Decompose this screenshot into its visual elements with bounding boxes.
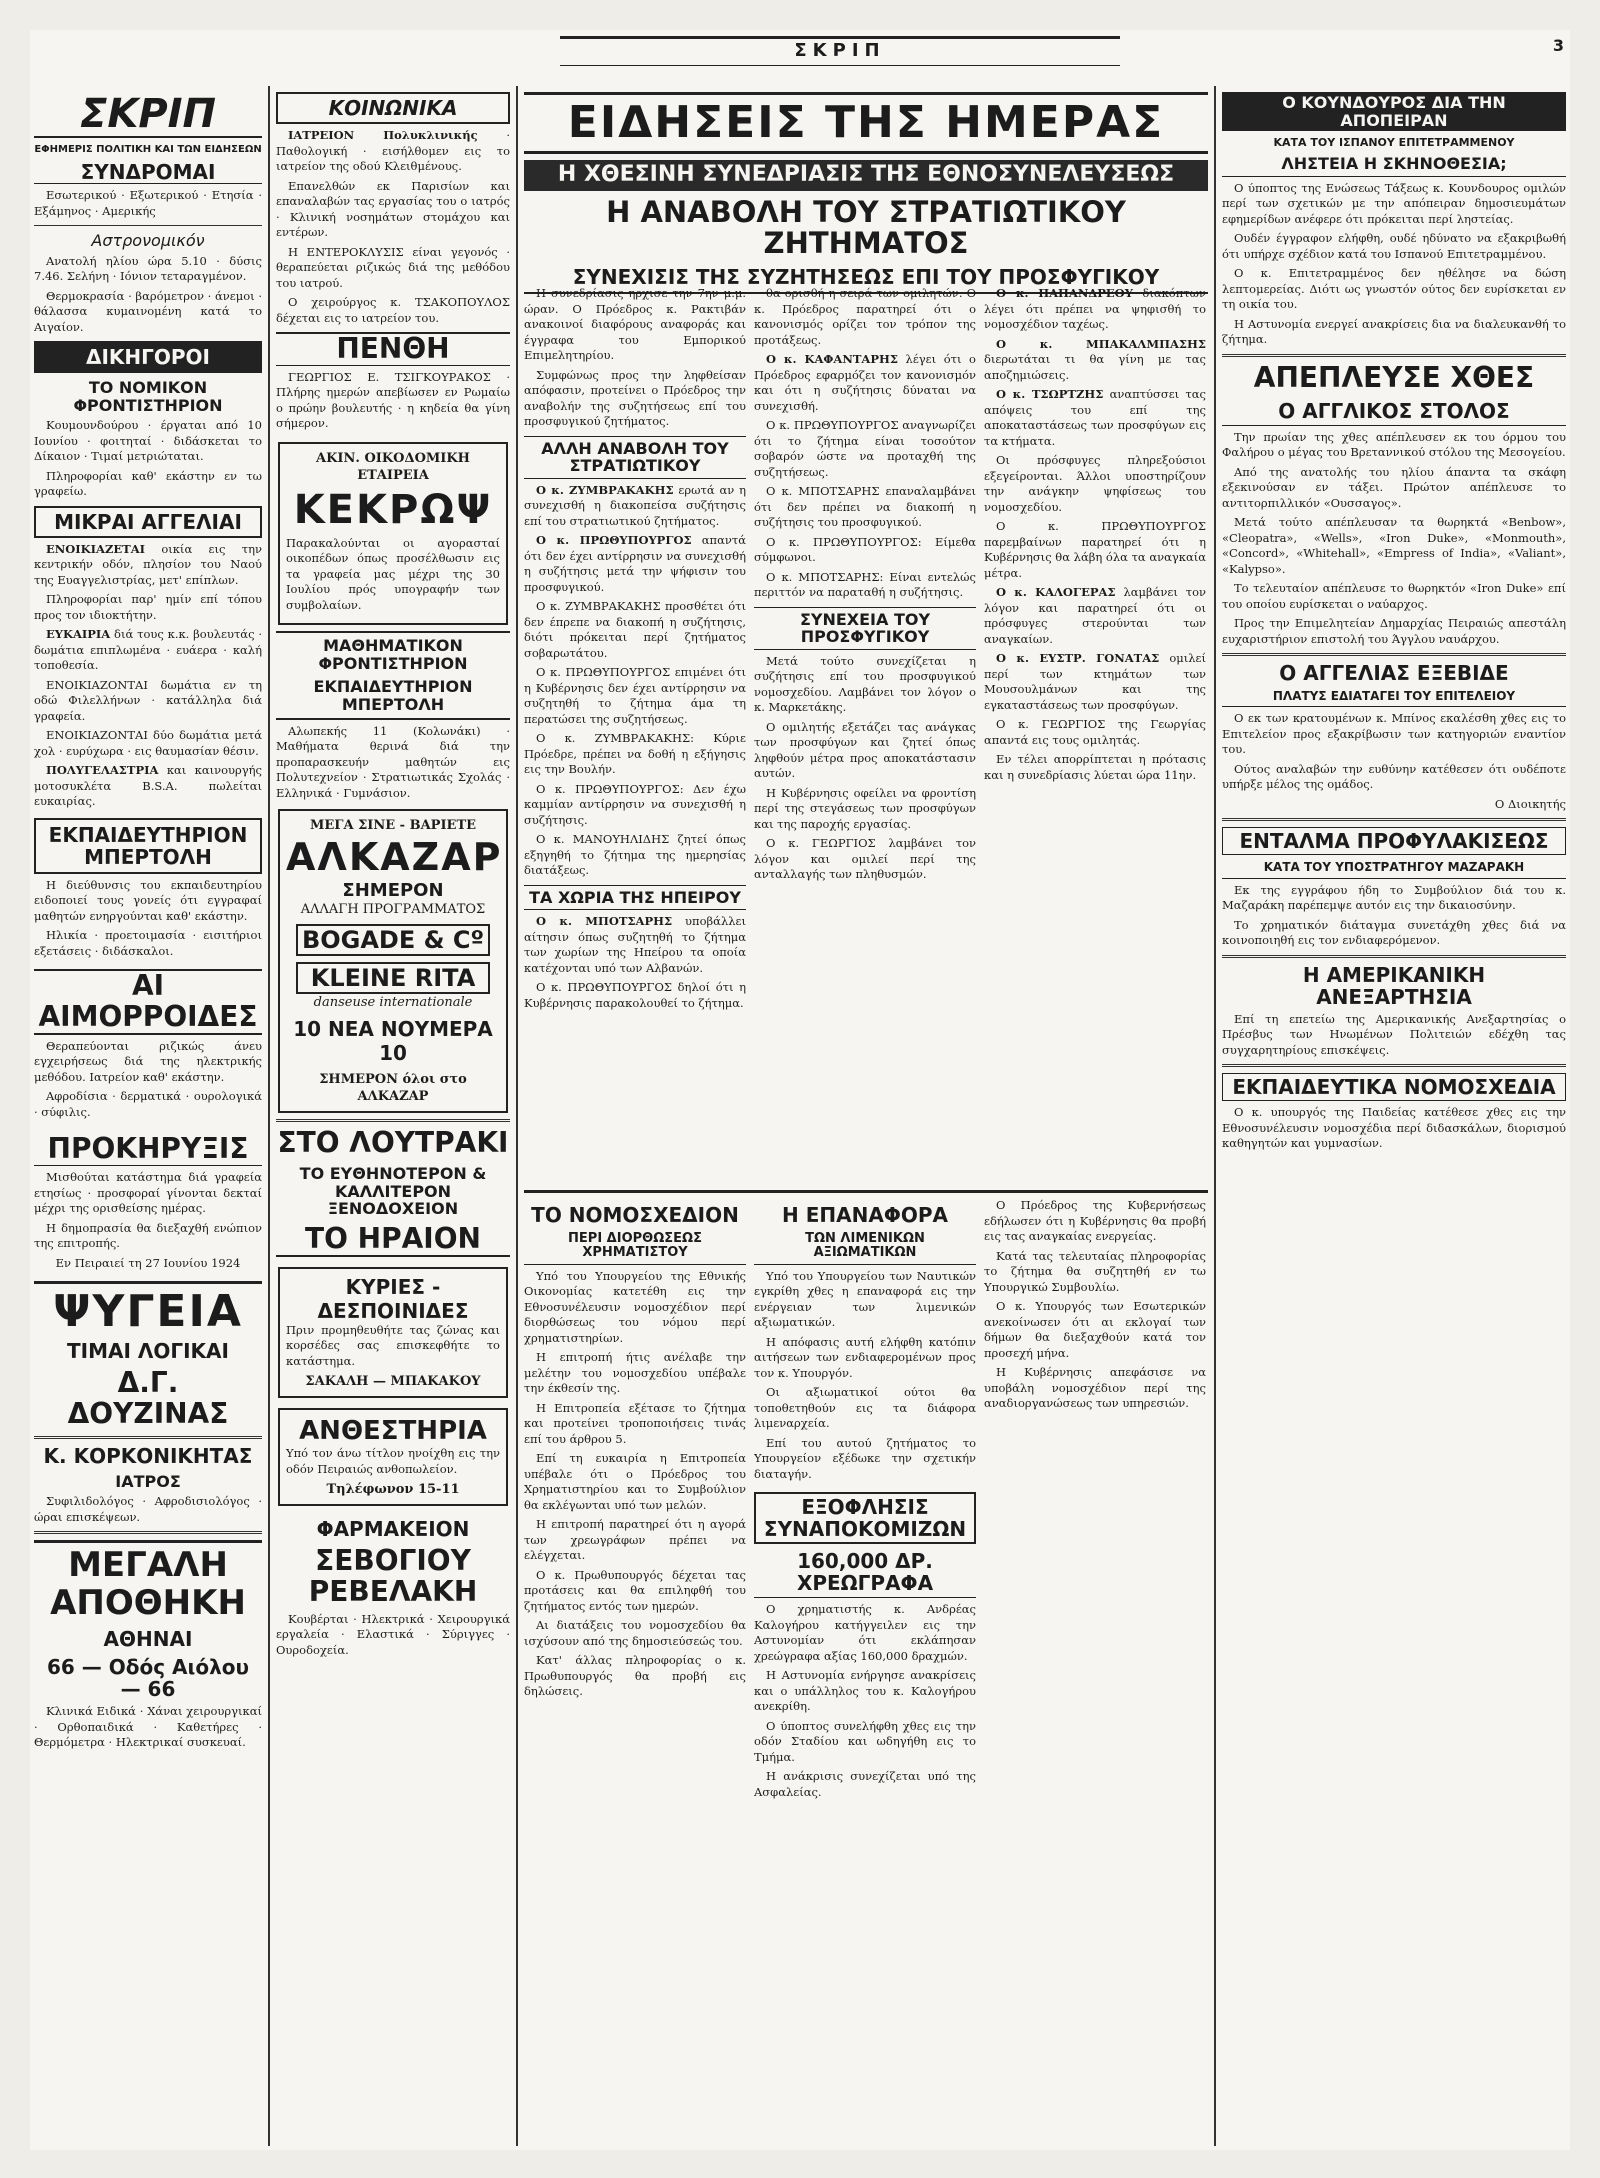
article-text: Ο κ. Επιτετραμμένος δεν ηθέλησε να δώση λεπτομερείας. Διότι ως γνωστόν ούτος δεν ευρίσκεται εν τη οικία του. — [1222, 266, 1566, 312]
center-lower-col-3 — [984, 1198, 1206, 2146]
ships-names: «Benbow», «Cleopatra», «Wells», «Iron Duke», «Monmouth», «Concord», «Whitehall», «Empress of India», «Valiant», «Kalypso» — [1222, 515, 1566, 576]
warehouse-ad-address: 66 — Οδός Αιόλου — 66 — [47, 1655, 249, 1702]
article-text: Ο κ. ΜΠΑΚΑΛΜΠΑΣΗΣ διερωτάται τι θα γίνη με τας αποζημιώσεις. — [984, 336, 1206, 382]
article-text: Η Αστυνομία ενεργεί ανακρίσεις δια να διαλευκανθή το ζήτημα. — [1222, 316, 1566, 347]
flowers-ad — [278, 1408, 508, 1506]
article-text: Η Επιτροπεία εξέτασε το ζήτημα και προτείνει τροποποιήσεις τινάς επί του άρθρου 5. — [524, 1400, 746, 1446]
alcazar-programme: ΑΛΛΑΓΗ ΠΡΟΓΡΑΜΜΑΤΟΣ — [300, 902, 486, 918]
classified-item: ΕΝΟΙΚΙΑΖΟΝΤΑΙ δωμάτια εν τη οδώ Φιλελλήνων · κατάλληλα διά γραφεία. — [34, 677, 262, 723]
loan-subheadline: 160,000 ΔΡ. ΧΡΕΩΓΡΑΦΑ — [754, 1550, 976, 1598]
astronomical-heading: Αστρονομικόν — [91, 231, 205, 250]
article-text: Η ανάκρισις συνεχίζεται υπό της Ασφαλείας. — [754, 1769, 976, 1799]
article-text: Ούτος αναλαβών την ευθύνην κατέθεσεν ότι ουδέποτε υπήρξε μέλος της ομάδος. — [1222, 761, 1566, 792]
ladies-ad-name: ΣΑΚΑΛΗ — ΜΠΑΚΑΚΟΥ — [305, 1374, 481, 1390]
speaker-label: Ο κ. ΚΑΦΑΝΤΑΡΗΣ — [766, 352, 898, 366]
article-text: Ο κ. ΠΡΩΘΥΠΟΥΡΓΟΣ επιμένει ότι η Κυβέρνησις δεν έχει αντίρρησιν να συζητηθή το ζήτημα άμα τη περατώσει της συζητήσεως. — [524, 665, 746, 726]
ladies-ad — [278, 1267, 508, 1399]
speaker-label: Ο κ. ΠΑΠΑΝΔΡΕΟΥ — [996, 286, 1133, 300]
notices-heading: ΠΡΟΚΗΡΥΞΙΣ — [34, 1134, 262, 1166]
classified-heading: ΜΙΚΡΑΙ ΑΓΓΕΛΙΑΙ — [34, 506, 262, 538]
alcazar-title: ΑΛΚΑΖΑΡ — [286, 835, 503, 880]
article-text: Ο κ. Υπουργός των Εσωτερικών ανεκοίνωσεν ότι αι εκλογαί των δήμων θα διεξαχθούν κατά τον προσεχή μήνα. — [984, 1299, 1206, 1360]
nameplate: ΣΚΡΙΠ — [34, 92, 262, 138]
social-text: Ο χειρούργος κ. ΤΣΑΚΟΠΟΥΛΟΣ δέχεται εις το ιατρείον του. — [276, 295, 510, 325]
notice-date: Εν Πειραιεί τη 27 Ιουνίου 1924 — [55, 1255, 241, 1270]
article-text: Επί τη επετείω της Αμερικανικής Ανεξαρτησίας ο Πρέσβυς των Ηνωμένων Πολιτειών εδέχθη τας συγχαρητηρίους επισκέψεις. — [1222, 1011, 1566, 1057]
education-headline: ΕΚΠΑΙΔΕΥΤΙΚΑ ΝΟΜΟΣΧΕΔΙΑ — [1222, 1073, 1566, 1101]
article-text: Ο κ. ΠΡΩΘΥΠΟΥΡΓΟΣ: Δεν έχω καμμίαν αντίρρησιν να συνεχισθή η συζήτησις. — [524, 781, 746, 827]
article-text: Προς την Επιμελητείαν Δημαρχίας Πειραιώς απεστάλη ευχαριστήριον επιστολή του Άγγλου ναυάρχου. — [1222, 616, 1566, 646]
return-subheadline: ΤΩΝ ΛΙΜΕΝΙΚΩΝ ΑΞΙΩΜΑΤΙΚΩΝ — [754, 1232, 976, 1265]
deaths-text: ΓΕΩΡΓΙΟΣ Ε. ΤΣΙΓΚΟΥΡΑΚΟΣ · Πλήρης ημερών απεβίωσεν εν Ρωμαίω ο πρώην βουλευτής · η κηδεία θα γίνη σήμερον. — [276, 369, 510, 431]
newspaper-page — [30, 30, 1570, 2150]
letter-signature: Ο Διοικητής — [1494, 796, 1566, 811]
article-text: Ο κ. ΓΕΩΡΓΙΟΣ της Γεωργίας απαντά εις τους ομιλητάς. — [984, 717, 1206, 747]
article-text: Ο κ. ΜΠΟΤΣΑΡΗΣ: Είναι εντελώς περιττόν να παραταθή η συζήτησις. — [754, 569, 976, 599]
social-label: ΙΑΤΡΕΙΟΝ Πολυκλινικής — [288, 128, 478, 142]
flowers-ad-title: ΑΝΘΕΣΤΗΡΙΑ — [299, 1416, 487, 1447]
social-text: Η ΕΝΤΕΡΟΚΛΥΣΙΣ είναι γεγονός · θεραπεύεται ριζικώς διά της μεθόδου του ιατρού. — [276, 244, 510, 290]
article-text: Επί τη ευκαιρία η Επιτροπεία υπέβαλε ότι ο Πρόεδρος του Χρηματιστηρίου και το Συμβούλιον θα εκλέγωνται υπό των μελών. — [524, 1451, 746, 1512]
headline-1: Η ΧΘΕΣΙΝΗ ΣΥΝΕΔΡΙΑΣΙΣ ΤΗΣ ΕΘΝΟΣΥΝΕΛΕΥΣΕΩΣ — [524, 160, 1208, 190]
article-text: Εν τέλει απορρίπτεται η πρότασις και η συνεδρίασις λύεται ώρα 11ην. — [984, 752, 1206, 782]
article-text: Η επιτροπή παρατηρεί ότι η αγορά των χρεωγράφων πρέπει να ελέγχεται. — [524, 1517, 746, 1563]
article-text: Ο κ. ΜΠΟΤΣΑΡΗΣ επαναλαμβάνει ότι δεν πρέπει να διακοπή η συζήτησις του προσφυγικού. — [754, 484, 976, 529]
loutraki-ad-title: ΣΤΟ ΛΟΥΤΡΑΚΙ — [277, 1126, 509, 1160]
article-text: Από της ανατολής του ηλίου άπαντα τα σκάφη εξεκινούσαν εν τάξει. Πρώτον απέπλευσε το αντιτορπιλλικόν «Ουσσαγος». — [1222, 464, 1566, 510]
speaker-label: Ο κ. ΜΠΟΤΣΑΡΗΣ — [536, 914, 673, 929]
subhead-military: ΑΛΛΗ ΑΝΑΒΟΛΗ ΤΟΥ ΣΤΡΑΤΙΩΤΙΚΟΥ — [524, 436, 746, 479]
warehouse-ad-text: Κλινικά Ειδικά · Χάναι χειρουργικαί · Ορθοπαιδικά · Καθετήρες · Θερμόμετρα · Ηλεκτρικαί συσκευαί. — [34, 1704, 262, 1750]
article-text: Η Κυβέρνησις απεφάσισε να υποβάλη νομοσχέδιον περί της αναδιοργανώσεως των υπηρεσιών. — [984, 1365, 1206, 1410]
subscriptions-heading: ΣΥΝΔΡΟΜΑΙ — [34, 161, 262, 184]
classified-label: ΠΟΛΥΓΕΛΑΣΤΡΙΑ — [46, 763, 159, 778]
social-heading: ΚΟΙΝΩΝΙΚΑ — [276, 92, 510, 124]
speaker-label: Ο κ. ΤΣΩΡΤΖΗΣ — [996, 387, 1104, 401]
warehouse-ad-city: ΑΘΗΝΑΙ — [103, 1627, 193, 1652]
speaker-label: Ο κ. ΕΥΣΤΡ. ΓΟΝΑΤΑΣ — [996, 651, 1160, 665]
center-subcol-1 — [524, 286, 746, 1186]
pharmacy-ad-name: ΣΕΒΟΓΙΟΥ ΡΕΒΕΛΑΚΗ — [308, 1544, 478, 1608]
headline-3: ΣΥΝΕΧΙΣΙΣ ΤΗΣ ΣΥΖΗΤΗΣΕΩΣ ΕΠΙ ΤΟΥ ΠΡΟΣΦΥΓΙΚΟΥ — [524, 266, 1208, 294]
article-text: Ο Πρόεδρος της Κυβερνήσεως εδήλωσεν ότι η Κυβέρνησις θα προβή εις τας αναγκαίας ενεργείας. — [984, 1198, 1206, 1243]
article-text: Ο κ. ΓΕΩΡΓΙΟΣ λαμβάνει τον λόγον και ομιλεί περί της ανταλλαγής των πληθυσμών. — [754, 836, 976, 882]
article-text: Την πρωίαν της χθες απέπλευσεν εκ του όρμου του Φαλήρου ο μέγας του Βρεταννικού στόλου της Μεσογείου. — [1222, 429, 1566, 460]
loutraki-ad-name: ΤΟ ΗΡΑΙΟΝ — [276, 1224, 510, 1257]
math-ad-title: ΜΑΘΗΜΑΤΙΚΟΝ ΦΡΟΝΤΙΣΤΗΡΙΟΝ — [276, 631, 510, 672]
speaker-label: Ο κ. ΚΑΛΟΓΕΡΑΣ — [996, 585, 1116, 599]
article-text: Ο κ. ΠΡΩΘΥΠΟΥΡΓΟΣ απαντά ότι δεν έχει αντίρρησιν να συνεχισθή η συζήτησις μετά την ψήφισιν του προσφυγικού. — [524, 533, 746, 594]
speaker-label: Ο κ. ΠΡΩΘΥΠΟΥΡΓΟΣ — [536, 533, 692, 548]
return-headline: Η ΕΠΑΝΑΦΟΡΑ — [782, 1203, 948, 1227]
deaths-heading: ΠΕΝΘΗ — [276, 332, 510, 366]
center-subcol-2 — [754, 286, 976, 1186]
ladies-ad-text: Πριν προμηθευθήτε τας ζώνας και κορσέδες σας επισκεφθήτε το κατάστημα. — [286, 1322, 500, 1368]
column-2 — [276, 86, 510, 2146]
article-text: Ουδέν έγγραφον ελήφθη, ουδέ ηδύνατο να εξακριβωθή ότι υπήρχε σχέδιον κατά του Ισπανού Επιτετραμμένου. — [1222, 231, 1566, 261]
pharmacy-ad-text: Κουβέρται · Ηλεκτρικά · Χειρουργικά εργαλεία · Ελαστικά · Σύριγγες · Ουροδοχεία. — [276, 1611, 510, 1657]
article-text: Το τελευταίον απέπλευσε το θωρηκτόν «Iron Duke» επί του οποίου ευρίσκεται ο ναύαρχος. — [1222, 581, 1566, 611]
loutraki-ad-sub: ΤΟ ΕΥΘΗΝΟΤΕΡΟΝ & ΚΑΛΛΙΤΕΡΟΝ ΞΕΝΟΔΟΧΕΙΟΝ — [299, 1163, 487, 1219]
page-number: 3 — [1552, 36, 1564, 55]
warehouse-ad-title: ΜΕΓΑΛΗ ΑΠΟΘΗΚΗ — [34, 1540, 262, 1622]
article-text: Η επιτροπή ήτις ανέλαβε την μελέτην του νομοσχεδίου υπέβαλε την έκθεσίν της. — [524, 1350, 746, 1396]
article-text: Ο κ. ΠΑΠΑΝΔΡΕΟΥ διακόπτων λέγει ότι πρέπει να ψηφισθή το νομοσχέδιον ταχέως. — [984, 286, 1206, 331]
center-spread — [524, 86, 1208, 2146]
america-headline: Η ΑΜΕΡΙΚΑΝΙΚΗ ΑΝΕΞΑΡΤΗΣΙΑ — [1302, 962, 1486, 1009]
lawyers-text: Κουμουνδούρου · έργαται από 10 Ιουνίου · φοιτηταί · διδάσκεται το Δίκαιον · Τιμαί μετριώταται. — [34, 418, 262, 464]
alcazar-today: ΣΗΜΕΡΟΝ — [342, 880, 444, 902]
article-text: Ο κ. ΚΑΛΟΓΕΡΑΣ λαμβάνει τον λόγον και παρατηρεί ότι οι πρόσφυγες στερούνται των αναγκαίων. — [984, 585, 1206, 646]
classified-label: ΕΝΟΙΚΙΑΖΕΤΑΙ — [46, 541, 145, 556]
kekrops-title: ΚΕΚΡΩΨ — [293, 486, 493, 533]
kekrops-company: ΑΚΙΝ. ΟΙΚΟΔΟΜΙΚΗ ΕΤΑΙΡΕΙΑ — [316, 450, 470, 483]
bill-headline: ΤΟ ΝΟΜΟΣΧΕΔΙΟΝ — [531, 1203, 739, 1227]
astronomical-text: Ανατολή ηλίου ώρα 5.10 · δύσις 7.46. Σελήνη · Ιόνιον τεταραγμένον. — [34, 253, 262, 284]
article-text: Το χρηματικόν διάταγμα συνετάχθη χθες διά να κοινοποιηθή εις τον ενδιαφερόμενον. — [1222, 917, 1566, 948]
article-text: Αι διατάξεις του νομοσχεδίου θα ισχύσουν από της δημοσιεύσεώς του. — [524, 1618, 746, 1648]
article-text: Ο κ. ΚΑΦΑΝΤΑΡΗΣ λέγει ότι ο Πρόεδρος εφαρμόζει τον κανονισμόν και ότι η συζήτησις δύναται να συνεχισθή. — [754, 352, 976, 413]
column-1 — [34, 86, 262, 2146]
kekrops-ad — [278, 442, 508, 626]
article-text: Η απόφασις αυτή ελήφθη κατόπιν αιτήσεων των ενδιαφερομένων προς τον κ. Υπουργόν. — [754, 1334, 976, 1380]
new-numbers: 10 ΝΕΑ ΝΟΥΜΕΡΑ 10 — [293, 1017, 493, 1066]
hemorrhoids-ad: ΑΙ ΑΙΜΟΡΡΟΙΔΕΣ — [34, 969, 262, 1035]
article-text: Ο χρηματιστής κ. Ανδρέας Καλογήρου κατήγγειλεν εις την Αστυνομίαν ότι εκλάπησαν χρεώγραφα αξίας 160,000 δραχμών. — [754, 1602, 976, 1663]
flowers-ad-text: Υπό τον άνω τίτλον ηνοίχθη εις την οδόν Πειραιώς ανθοπωλείον. — [286, 1446, 500, 1476]
article-text: Η Κυβέρνησις οφείλει να φροντίση περί της στεγάσεως των προσφύγων και της παροχής εργασίας. — [754, 785, 976, 831]
article-text: Ο ύποπτος της Ενώσεως Τάξεως κ. Κουνδουρος ομιλών περί των σχετικών με την απόπειραν δημοσιευμάτων εφημερίδων ανέφερε ότι πρόκειται περί ληστείας. — [1222, 180, 1566, 226]
article-text: Ο κ. ΜΠΟΤΣΑΡΗΣ υποβάλλει αίτησιν όπως συζητηθή το ζήτημα των χωρίων της Ηπείρου τα οποία κατέχονται υπό των Αλβανών. — [524, 914, 746, 975]
doctor-ad-name: Κ. ΚΟΡΚΟΝΙΚΗΤΑΣ — [43, 1443, 253, 1468]
article-text: Η συνεδρίασις ηρχισε την 7ην μ.μ. ώραν. Ο Πρόεδρος κ. Ρακτιβάν ανακοινοί διαφόρους αναφοράς και έγγραφα του Εμπορικού Επιμελητηρίου. — [524, 286, 746, 362]
school-ad: ΕΚΠΑΙΔΕΥΤΗΡΙΟΝ ΜΠΕΡΤΟΛΗ — [34, 818, 262, 874]
ships-list: Μετά τούτο απέπλευσαν τα θωρηκτά «Benbow», «Cleopatra», «Wells», «Iron Duke», «Monmouth», «Concord», «Whitehall», «Empress of India», «Valiant», «Kalypso». — [1222, 515, 1566, 576]
kleine-ad: KLEINE RITA — [296, 962, 490, 994]
article-text: Κατά τας τελευταίας πληροφορίας το ζήτημα θα συζητηθή εν τω Υπουργικώ Συμβουλίω. — [984, 1248, 1206, 1294]
article-text: Συμφώνως προς την ληφθείσαν απόφασιν, προτείνει ο Πρόεδρος την αναβολήν της συζητήσεως επί του προσφυγικού ζητήματος. — [524, 367, 746, 428]
column-5 — [1222, 86, 1566, 2146]
fridges-ad-title: ΨΥΓΕΙΑ — [34, 1281, 262, 1334]
doctor-ad-role: ΙΑΤΡΟΣ — [115, 1471, 181, 1491]
article-text: Εκ της εγγράφου ήδη το Συμβούλιον διά του κ. Μαζαράκη παρέπεμψε αυτόν εις την δικαιοσύνην. — [1222, 882, 1566, 913]
article-text: Οι αξιωματικοί ούτοι θα τοποθετηθούν εις τα διάφορα λιμεναρχεία. — [754, 1385, 976, 1431]
staff-headline-1: Ο ΑΓΓΕΛΙΑΣ ΕΞΕΒΙΔΕ — [1279, 661, 1509, 686]
pharmacy-ad: ΦΑΡΜΑΚΕΙΟΝ — [316, 1517, 470, 1542]
fleet-headline-2: Ο ΑΓΓΛΙΚΟΣ ΣΤΟΛΟΣ — [1222, 400, 1566, 426]
precaution-headline-1: ΕΝΤΑΛΜΑ ΠΡΟΦΥΛΑΚΙΣΕΩΣ — [1222, 827, 1566, 855]
article-text: Μετά τούτο συνεχίζεται η συζήτησις επί του προσφυγικού νομοσχεδίου. Λαμβάνει τον λόγον ο κ. Μαρκετάκης. — [754, 653, 976, 715]
column-divider — [1214, 86, 1216, 2146]
classified-item: ΕΥΚΑΙΡΙΑ διά τους κ.κ. βουλευτάς · δωμάτια επιπλωμένα · ευάερα · καλή τοποθεσία. — [34, 627, 262, 673]
article-text: Ο κ. ΖΥΜΒΡΑΚΑΚΗΣ ερωτά αν η συνεχισθή η διακοπείσα συζήτησις επί του στρατιωτικού ζητήματος. — [524, 482, 746, 528]
column-divider — [268, 86, 270, 2146]
article-text: Ο ομιλητής εξετάζει τας ανάγκας των προσφύγων και ζητεί όπως ληφθούν μέτρα προς αποκατάστασιν αυτών. — [754, 719, 976, 781]
school-ad-text: Ηλικία · προετοιμασία · εισιτήριοι εξετάσεις · διδάσκαλοι. — [34, 928, 262, 958]
kekrops-text: Παρακαλούνται οι αγορασταί οικοπέδων όπως προσέλθωσιν εις τα γραφεία μας μέχρι της 30 Ιουλίου πρός υπογραφήν των συμβολαίων. — [286, 535, 500, 612]
article-text: θα ορισθή η σειρά των ομιλητών. Ο κ. Πρόεδρος παρατηρεί ότι ο κανονισμός ορίζει τον τρόπον της προτάξεως. — [754, 286, 976, 347]
fridges-ad-name: Δ.Γ. ΔΟΥΖΙΝΑΣ — [67, 1366, 229, 1430]
article-text: Ο κ. ΕΥΣΤΡ. ΓΟΝΑΤΑΣ ομιλεί περί των κτημάτων των Μουσουλμάνων και της εγκαταστάσεως των προσφύγων. — [984, 651, 1206, 712]
notice-text: Μισθούται κατάστημα διά γραφεία ετησίως · προσφοραί γίνονται δεκταί μέχρι της ορισθείσης ημέρας. — [34, 1170, 262, 1216]
classified-item: ΕΝΟΙΚΙΑΖΟΝΤΑΙ δύο δωμάτια μετά χολ · ευρύχωρα · εις θαυμασίαν θέσιν. — [34, 728, 262, 758]
bill-article — [524, 1198, 746, 2146]
theft-headline-2: ΚΑΤΑ ΤΟΥ ΙΣΠΑΝΟΥ ΕΠΙΤΕΤΡΑΜΜΕΝΟΥ — [1273, 136, 1515, 150]
astronomical-text: Θερμοκρασία · βαρόμετρον · άνεμοι · θάλασσα κυμαινομένη κατά το Αιγαίον. — [34, 288, 262, 334]
classified-item: Πληροφορίαι παρ' ημίν επί τόπου προς τον ιδιοκτήτην. — [34, 592, 262, 622]
article-text: Ο κ. ΠΡΩΘΥΠΟΥΡΓΟΣ: Είμεθα σύμφωνοι. — [754, 534, 976, 564]
fleet-headline-1: ΑΠΕΠΛΕΥΣΕ ΧΘΕΣ — [1253, 360, 1535, 394]
theft-headline-1: Ο ΚΟΥΝΔΟΥΡΟΣ ΔΙΑ ΤΗΝ ΑΠΟΠΕΙΡΑΝ — [1222, 92, 1566, 131]
bogade-ad: BOGADE & Cº — [296, 924, 490, 956]
lawyers-heading: ΔΙΚΗΓΟΡΟΙ — [34, 341, 262, 373]
center-subcol-3 — [984, 286, 1206, 1186]
article-text: Οι πρόσφυγες πληρεξούσιοι εξεγείρονται. Άλλοι υποστηρίζουν την ανάγκην ψηφίσεως του νομοσχεδίου. — [984, 453, 1206, 514]
social-text: Επανελθών εκ Παρισίων και επαναλαβών τας εργασίας του ο ιατρός · Κλινική νοσημάτων στομάχου και εντέρων. — [276, 178, 510, 239]
headline-2: Η ΑΝΑΒΟΛΗ ΤΟΥ ΣΤΡΑΤΙΩΤΙΚΟΥ ΖΗΤΗΜΑΤΟΣ — [606, 194, 1126, 261]
alcazar-ad — [278, 809, 508, 1113]
school-ad-text: Η διεύθυνσις του εκπαιδευτηρίου ειδοποιεί τους γονείς ότι εγγραφαί μαθητών ενηργούνται καθ' εκάστην. — [34, 877, 262, 923]
subscriptions-text: Εσωτερικού · Εξωτερικού · Ετησία · Εξάμηνος · Αμερικής — [34, 188, 262, 218]
article-text: Ο κ. ΖΥΜΒΡΑΚΑΚΗΣ προσθέτει ότι δεν έπρεπε να διακοπή η συζήτησις, διότι πρόκειται περί ζητήματος σοβαρωτάτου. — [524, 599, 746, 660]
article-text: Ο κ. ΖΥΜΒΡΑΚΑΚΗΣ: Κύριε Πρόεδρε, πρέπει να δοθή η εξήγησις εις την Βουλήν. — [524, 731, 746, 777]
article-text: Ο κ. ΠΡΩΘΥΠΟΥΡΓΟΣ αναγνωρίζει ότι το ζήτημα είναι τοσούτον σοβαρόν ώστε να προταχθή της συζητήσεως. — [754, 418, 976, 479]
loan-headline: ΕΞΟΦΛΗΣΙΣ ΣΥΝΑΠΟΚΟΜΙΖΩΝ — [754, 1492, 976, 1544]
doctor-ad-text: Συφιλιδολόγος · Αφροδισιολόγος · ώραι επισκέψεων. — [34, 1494, 262, 1524]
math-ad-school: ΕΚΠΑΙΔΕΥΤΗΡΙΟΝ ΜΠΕΡΤΟΛΗ — [276, 678, 510, 719]
ladies-ad-title: ΚΥΡΙΕΣ - ΔΕΣΠΟΙΝΙΔΕΣ — [317, 1274, 469, 1323]
news-banner: ΕΙΔΗΣΕΙΣ ΤΗΣ ΗΜΕΡΑΣ — [524, 92, 1208, 154]
article-text: Ο κ. Πρωθυπουργός δέχεται τας προτάσεις και θα επιληφθή του ζητήματος εντός των ημερών. — [524, 1567, 746, 1613]
hemorrhoids-text: Αφροδίσια · δερματικά · ουρολογικά · σύφιλις. — [34, 1089, 262, 1119]
column-divider — [516, 86, 518, 2146]
kleine-ad-sub: danseuse internationale — [313, 995, 473, 1011]
article-text: Ο κ. ΜΑΝΟΥΗΛΙΔΗΣ ζητεί όπως εξηγηθή το ζήτημα της ημερησίας διατάξεως. — [524, 832, 746, 878]
article-text: Ο κ. ΤΣΩΡΤΖΗΣ αναπτύσσει τας απόψεις του επί της αποκαταστάσεως των προσφύγων εις τα κτήματα. — [984, 387, 1206, 448]
lawyers-title: ΤΟ ΝΟΜΙΚΟΝ ΦΡΟΝΤΙΣΤΗΡΙΟΝ — [73, 378, 223, 415]
social-text: ΙΑΤΡΕΙΟΝ Πολυκλινικής · Παθολογική · εισήλθομεν εις το ιατρείον της οδού Κλειθμένους. — [276, 128, 510, 173]
classified-item: ΕΝΟΙΚΙΑΖΕΤΑΙ οικία εις την κεντρικήν οδόν, πλησίον του Ναού της Ευαγγελιστρίας, μετ' επίπλων. — [34, 541, 262, 587]
article-text: Υπό του Υπουργείου της Εθνικής Οικονομίας κατετέθη εις την Εθνοσυνέλευσιν νομοσχέδιον περί διορθώσεως του νόμου περί χρηματιστηρίων. — [524, 1268, 746, 1345]
nameplate-subtitle: ΕΦΗΜΕΡΙΣ ΠΟΛΙΤΙΚΗ ΚΑΙ ΤΩΝ ΕΙΔΗΣΕΩΝ — [34, 144, 262, 155]
theft-headline-3: ΛΗΣΤΕΙΑ Η ΣΚΗΝΟΘΕΣΙΑ; — [1222, 155, 1566, 177]
article-text: Επί του αυτού ζητήματος το Υπουργείον εξέδωκε την σχετικήν διαταγήν. — [754, 1435, 976, 1481]
article-text: Ο κ. ΠΡΩΘΥΠΟΥΡΓΟΣ δηλοί ότι η Κυβέρνησις παρακολουθεί το ζήτημα. — [524, 980, 746, 1010]
masthead: ΣΚΡΙΠ — [560, 36, 1120, 66]
flowers-ad-phone: Τηλέφωνον 15-11 — [326, 1482, 460, 1498]
article-text: Ο κ. ΠΡΩΘΥΠΟΥΡΓΟΣ παρεμβαίνων παρατηρεί ότι η Κυβέρνησις θα λάβη όλα τα αναγκαία μέτρα. — [984, 519, 1206, 580]
fridges-ad-sub: ΤΙΜΑΙ ΛΟΓΙΚΑΙ — [67, 1339, 229, 1364]
return-article — [754, 1198, 976, 2146]
notice-text: Η δημοπρασία θα διεξαχθή ενώπιον της επιτροπής. — [34, 1220, 262, 1251]
article-text: Ο εκ των κρατουμένων κ. Μπίνος εκαλέσθη χθες εις το Επιτελείον προς εξακρίβωσιν των κατηγοριών εναντίον του. — [1222, 711, 1566, 757]
article-text: Υπό του Υπουργείου των Ναυτικών εγκρίθη χθες η επαναφορά εις την ενέργειαν των λιμενικών αξιωματικών. — [754, 1268, 976, 1330]
article-text: Κατ' άλλας πληροφορίας ο κ. Πρωθυπουργός θα προβή εις δηλώσεις. — [524, 1653, 746, 1699]
speaker-label: Ο κ. ΖΥΜΒΡΑΚΑΚΗΣ — [536, 482, 674, 497]
speaker-label: Ο κ. ΜΠΑΚΑΛΜΠΑΣΗΣ — [996, 336, 1206, 351]
staff-headline-2: ΠΛΑΤΥΣ ΕΔΙΑΤΑΓΕΙ ΤΟΥ ΕΠΙΤΕΛΕΙΟΥ — [1222, 690, 1566, 707]
alcazar-top: ΜΕΓΑ ΣΙΝΕ - ΒΑΡΙΕΤΕ — [309, 818, 477, 834]
lawyers-text: Πληροφορίαι καθ' εκάστην εν τω γραφείω. — [34, 468, 262, 499]
classified-label: ΕΥΚΑΙΡΙΑ — [46, 627, 111, 642]
classified-item: ΠΟΛΥΓΕΛΑΣΤΡΙΑ και καινουργής μοτοσυκλέτα B.S.A. πωλείται ευκαιρίας. — [34, 763, 262, 809]
subhead-epirus: ΤΑ ΧΩΡΙΑ ΤΗΣ ΗΠΕΙΡΟΥ — [524, 885, 746, 911]
article-text: Ο ύποπτος συνελήφθη χθες εις την οδόν Σταδίου και ωδηγήθη εις το Τμήμα. — [754, 1718, 976, 1764]
bill-subheadline: ΠΕΡΙ ΔΙΟΡΘΩΣΕΩΣ ΧΡΗΜΑΤΙΣΤΟΥ — [524, 1232, 746, 1265]
article-text: Η Αστυνομία ενήργησε ανακρίσεις και ο υπάλληλος του κ. Καλογήρου ανεκρίθη. — [754, 1668, 976, 1714]
hemorrhoids-text: Θεραπεύονται ριζικώς άνευ εγχειρήσεως διά της ηλεκτρικής μεθόδου. Ιατρείον καθ' εκάστην. — [34, 1038, 262, 1084]
alcazar-bottom: ΣΗΜΕΡΟΝ όλοι στο ΑΛΚΑΖΑΡ — [319, 1072, 467, 1105]
article-text: Ο κ. υπουργός της Παιδείας κατέθεσε χθες εις την Εθνοσυνέλευσιν νομοσχέδια περί διδασκάλων, διορισμού καθηγητών και γυμνασίων. — [1222, 1105, 1566, 1151]
math-ad-text: Αλωπεκής 11 (Κολωνάκι) · Μαθήματα θερινά διά την προπαρασκευήν μαθητών εις Πολυτεχνείον · Στρατιωτικάς Σχολάς · Ελληνικά · Γυμνάσιον. — [276, 723, 510, 800]
center-divider — [524, 1190, 1208, 1193]
subhead-refugee: ΣΥΝΕΧΕΙΑ ΤΟΥ ΠΡΟΣΦΥΓΙΚΟΥ — [754, 607, 976, 650]
precaution-headline-2: ΚΑΤΑ ΤΟΥ ΥΠΟΣΤΡΑΤΗΓΟΥ ΜΑΖΑΡΑΚΗ — [1222, 861, 1566, 878]
